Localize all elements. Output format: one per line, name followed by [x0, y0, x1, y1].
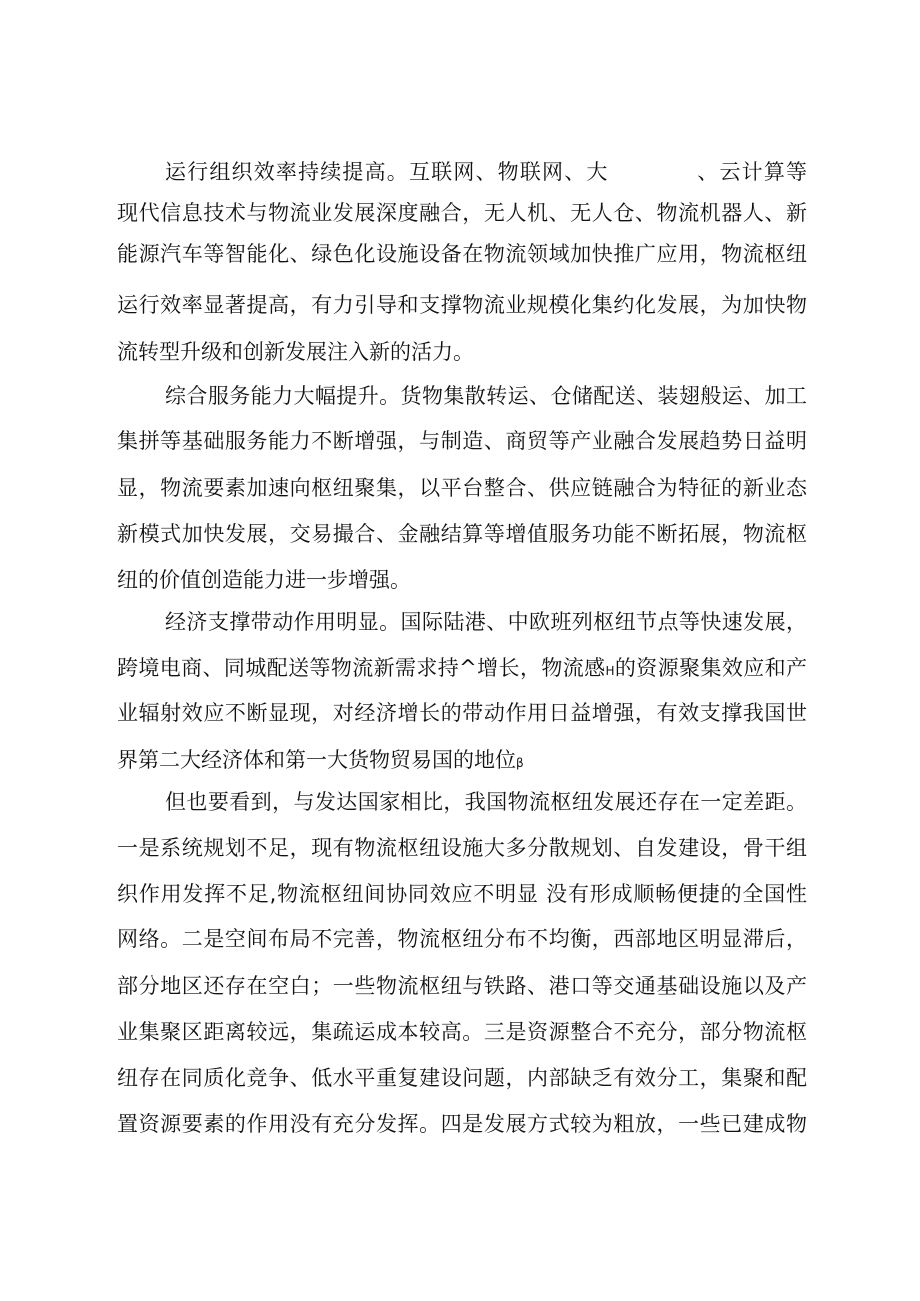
paragraph-1-line-5: 流转型升级和创新发展注入新的活力。 — [117, 340, 474, 364]
paragraph-4-line-1: 但也要看到，与发达国家相比，我国物流枢纽发展还存在一定差距。 — [165, 790, 807, 814]
paragraph-4-line-6: 业集聚区距离较远，集疏运成本较高。三是资源整合不充分，部分物流枢 — [117, 1020, 807, 1044]
paragraph-3-line-3: 业辐射效应不断显现，对经济增长的带动作用日益增强，有效支撑我国世 — [117, 701, 807, 725]
paragraph-3-line-2-text: 跨境电商、同城配送等物流新需求持^增长，物流感 — [117, 656, 606, 680]
ocr-artifact-h: H — [605, 664, 615, 678]
paragraph-3-line-1: 经济支撑带动作用明显。国际陆港、中欧班列枢纽节点等快速发展， — [165, 610, 807, 634]
paragraph-1-line-2: 现代信息技术与物流业发展深度融合，无人机、无人仓、物流机器人、新 — [117, 201, 807, 225]
paragraph-4-line-5: 部分地区还存在空白；一些物流枢纽与铁路、港口等交通基础设施以及产 — [117, 974, 807, 998]
paragraph-2-line-3: 显，物流要素加速向枢纽聚集，以平台整合、供应链融合为特征的新业态 — [117, 476, 807, 500]
paragraph-3-line-4-text: 界第二大经济体和第一大货物贸易国的地位 — [117, 748, 516, 772]
paragraph-2-line-1: 综合服务能力大幅提升。货物集散转运、仓储配送、装翅般运、加工 — [165, 384, 807, 408]
ocr-artifact-beta: β — [516, 756, 524, 770]
paragraph-4-line-2: 一是系统规划不足，现有物流枢纽设施大多分散规划、自发建设，骨干组 — [117, 836, 807, 860]
paragraph-2-line-5: 纽的价值创造能力进一步增强。 — [117, 568, 411, 592]
paragraph-3-line-4 — [117, 746, 807, 777]
paragraph-2-line-4: 新模式加快发展，交易撮合、金融结算等增值服务功能不断拓展，物流枢 — [117, 522, 807, 546]
paragraph-3-line-2 — [117, 654, 807, 685]
paragraph-4-line-3: 织作用发挥不足,物流枢纽间协同效应不明显 没有形成顺畅便捷的全国性 — [117, 882, 807, 906]
paragraph-4-line-8: 置资源要素的作用没有充分发挥。四是发展方式较为粗放，一些已建成物 — [117, 1112, 807, 1136]
paragraph-1-line-3: 能源汽车等智能化、绿色化设施设备在物流领域加快推广应用，物流枢纽 — [117, 242, 807, 266]
paragraph-1-line-1: 运行组织效率持续提高。互联网、物联网、大 、云计算等 — [165, 160, 807, 184]
paragraph-4-line-4: 网络。二是空间布局不完善，物流枢纽分布不均衡，西部地区明显滞后， — [117, 927, 807, 951]
paragraph-4-line-7: 纽存在同质化竞争、低水平重复建设问题，内部缺乏有效分工，集聚和配 — [117, 1066, 807, 1090]
paragraph-3-line-2-rest: 的资源聚集效应和产 — [614, 656, 807, 680]
paragraph-1-line-4: 运行效率显著提高，有力引导和支撑物流业规模化集约化发展，为加快物 — [117, 293, 807, 317]
paragraph-2-line-2: 集拼等基础服务能力不断增强，与制造、商贸等产业融合发展趋势日益明 — [117, 429, 807, 453]
